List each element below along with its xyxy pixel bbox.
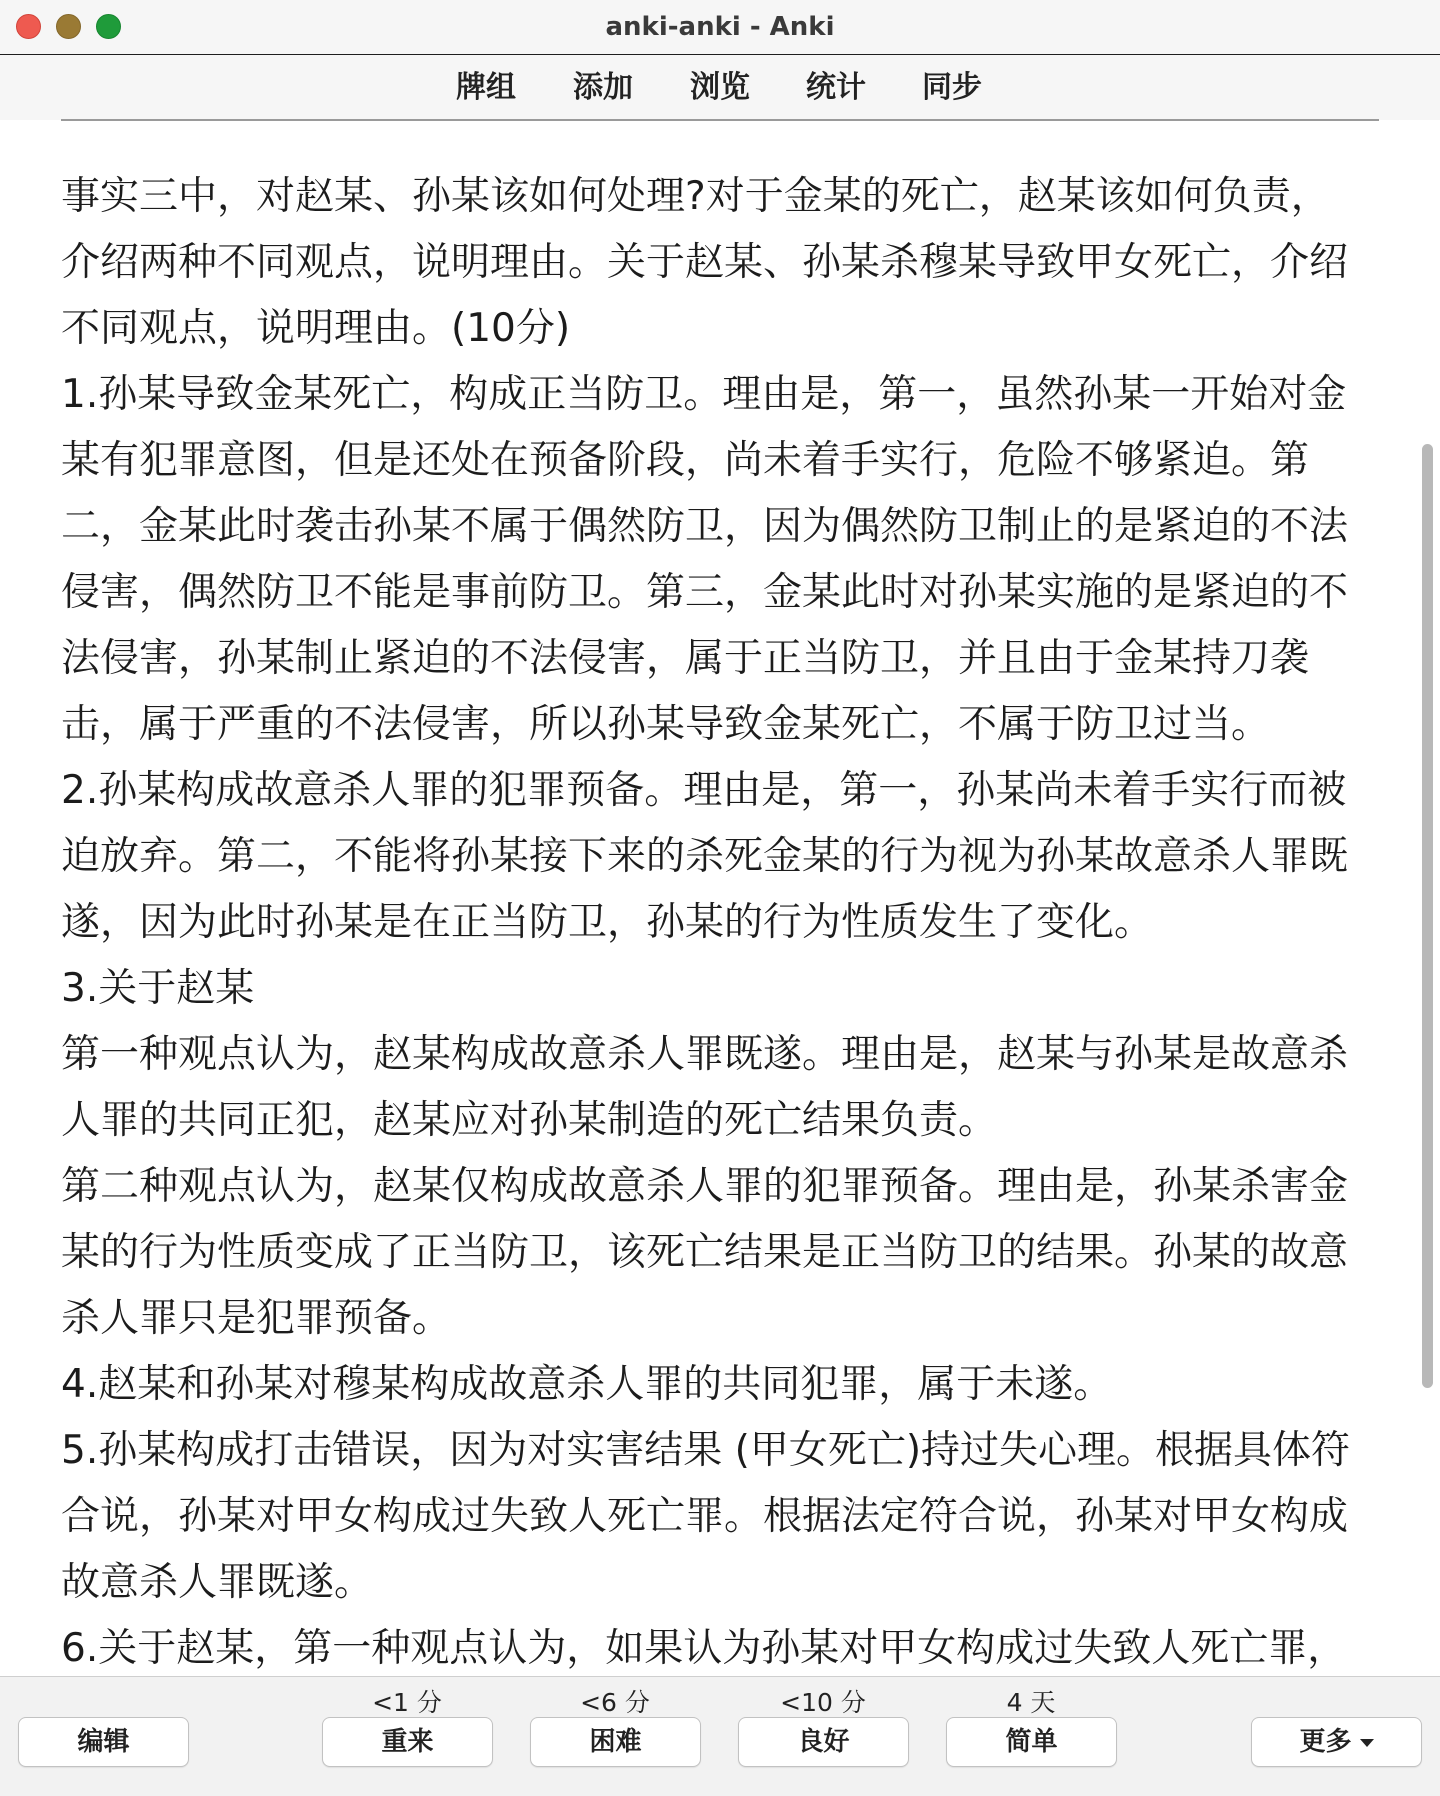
toolbar-sync[interactable]: 同步: [922, 70, 982, 105]
toolbar-decks[interactable]: 牌组: [456, 70, 516, 105]
again-interval: <1 分: [372, 1688, 442, 1717]
card-line: 合说，孙某对甲女构成过失致人死亡罪。根据法定符合说，孙某对甲女构成: [61, 1494, 1349, 1539]
card-line: 2.孙某构成故意杀人罪的犯罪预备。理由是，第一，孙某尚未着手实行而被: [61, 768, 1347, 813]
card-line: 杀人罪只是犯罪预备。: [61, 1296, 452, 1341]
card-line: 人罪的共同正犯，赵某应对孙某制造的死亡结果负责。: [61, 1098, 998, 1143]
more-label: 更多: [1299, 1727, 1352, 1757]
again-button[interactable]: 重来: [322, 1717, 493, 1767]
card-line: 侵害，偶然防卫不能是事前防卫。第三，金某此时对孙某实施的是紧迫的不: [61, 570, 1349, 615]
easy-button[interactable]: 简单: [946, 1717, 1117, 1767]
card-line: 法侵害，孙某制止紧迫的不法侵害，属于正当防卫，并且由于金某持刀袭: [61, 636, 1310, 681]
card-content: [61, 164, 1381, 1682]
card-line: 事实三中，对赵某、孙某该如何处理?对于金某的死亡，赵某该如何负责，: [61, 174, 1330, 219]
easy-interval: 4 天: [1006, 1688, 1056, 1717]
card-line: 1.孙某导致金某死亡，构成正当防卫。理由是，第一，虽然孙某一开始对金: [61, 372, 1347, 417]
hard-interval: <6 分: [580, 1688, 650, 1717]
card-line: 遂，因为此时孙某是在正当防卫，孙某的行为性质发生了变化。: [61, 900, 1154, 945]
window-title: anki-anki - Anki: [605, 12, 835, 42]
main-toolbar: [0, 55, 1440, 120]
card-line: 第二种观点认为，赵某仅构成故意杀人罪的犯罪预备。理由是，孙某杀害金: [61, 1164, 1349, 1209]
card-line: 6.关于赵某，第一种观点认为，如果认为孙某对甲女构成过失致人死亡罪，: [61, 1626, 1347, 1671]
answer-bar: [0, 1676, 1440, 1796]
card-line: 二，金某此时袭击孙某不属于偶然防卫，因为偶然防卫制止的是紧迫的不法: [61, 504, 1349, 549]
card-line: 迫放弃。第二，不能将孙某接下来的杀死金某的行为视为孙某故意杀人罪既: [61, 834, 1349, 879]
content-scrollbar[interactable]: [1422, 444, 1433, 1388]
card-line: 第一种观点认为，赵某构成故意杀人罪既遂。理由是，赵某与孙某是故意杀: [61, 1032, 1349, 1077]
edit-button[interactable]: 编辑: [18, 1717, 189, 1767]
toolbar-add[interactable]: 添加: [573, 70, 633, 105]
toolbar-browse[interactable]: 浏览: [690, 70, 750, 105]
card-line: 某有犯罪意图，但是还处在预备阶段，尚未着手实行，危险不够紧迫。第: [61, 438, 1310, 483]
title-bar: [0, 0, 1440, 55]
chevron-down-icon: [1360, 1739, 1374, 1747]
card-line: 3.关于赵某: [61, 966, 255, 1011]
good-button[interactable]: 良好: [738, 1717, 909, 1767]
card-line: 某的行为性质变成了正当防卫，该死亡结果是正当防卫的结果。孙某的故意: [61, 1230, 1349, 1275]
card-line: 介绍两种不同观点，说明理由。关于赵某、孙某杀穆某导致甲女死亡，介绍: [61, 240, 1349, 285]
toolbar-stats[interactable]: 统计: [806, 70, 866, 105]
card-line: 击，属于严重的不法侵害，所以孙某导致金某死亡，不属于防卫过当。: [61, 702, 1271, 747]
hard-button[interactable]: 困难: [530, 1717, 701, 1767]
card-line: 4.赵某和孙某对穆某构成故意杀人罪的共同犯罪，属于未遂。: [61, 1362, 1113, 1407]
good-interval: <10 分: [780, 1688, 866, 1717]
card-line: 不同观点，说明理由。(10分): [61, 306, 571, 351]
more-button[interactable]: [1251, 1717, 1422, 1767]
card-line: 故意杀人罪既遂。: [61, 1560, 374, 1605]
toolbar-divider: [61, 119, 1379, 121]
card-line: 5.孙某构成打击错误，因为对实害结果 (甲女死亡)持过失心理。根据具体符: [61, 1428, 1351, 1473]
